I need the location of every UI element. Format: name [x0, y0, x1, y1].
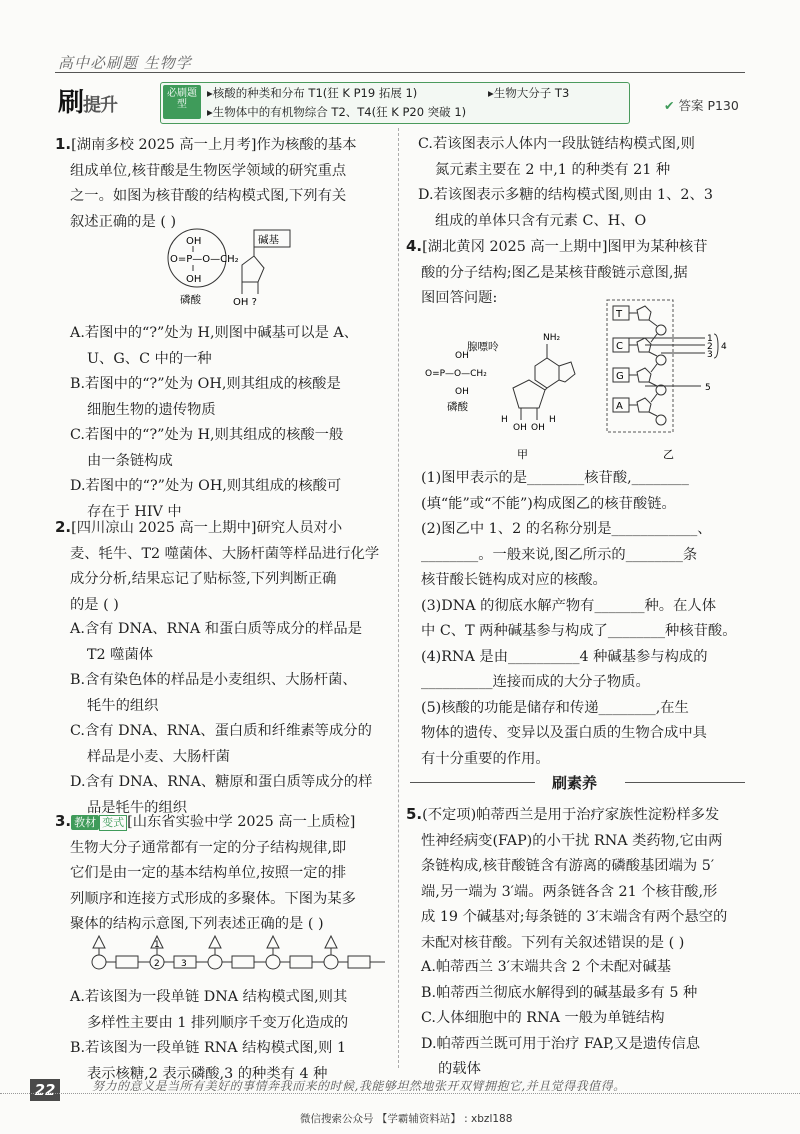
brand-label: [58, 82, 117, 119]
q1-options: [70, 321, 358, 525]
sub-question: (填“能”或“不能”)构成图乙的核苷酸链。: [421, 495, 676, 512]
ribose-ring: [513, 380, 545, 408]
section-header: [410, 772, 745, 794]
topic-tag: 必刷题型: [163, 85, 201, 119]
oh1: OH: [455, 351, 469, 361]
unit-triangle: [325, 936, 337, 948]
bond: [649, 352, 657, 356]
sub-question: 物体的遗传、变异以及蛋白质的生物合成中具: [421, 725, 707, 741]
base-label: 碱基: [258, 234, 279, 246]
brand-sub: 提升: [83, 95, 118, 116]
label-2: 2: [707, 342, 713, 352]
sub-question: (5)核酸的功能是储存和传递________,在生: [421, 699, 689, 716]
nucleotide-chain: [613, 306, 666, 425]
glycosidic-bond: [545, 388, 547, 390]
tag-variant: 变式: [99, 815, 127, 831]
book-title: 高中必刷题 生物学: [58, 54, 192, 72]
phosphate-label: 磷酸: [447, 401, 468, 413]
option: C.若该图表示人体内一段肽链结构模式图,则: [418, 136, 695, 152]
option: B.含有染色体的样品是小麦组织、大肠杆菌、: [70, 672, 357, 688]
bond: [649, 382, 657, 386]
option: B.若该图为一段单链 RNA 结构模式图,则 1: [70, 1040, 347, 1056]
question-line: 麦、牦牛、T2 噬菌体、大肠杆菌等样品进行化学: [70, 545, 380, 562]
question-line: [山东省实验中学 2025 高一上质检]: [127, 814, 356, 830]
unit-rect: [348, 956, 370, 968]
figure-yi: [605, 298, 745, 463]
h1: H: [501, 415, 508, 425]
question-line: 叙述正确的是 ( ): [70, 213, 177, 230]
unit-circle: [266, 955, 280, 969]
unit-rect: [290, 956, 312, 968]
question-number: 4.: [406, 237, 423, 255]
option: C.含有 DNA、RNA、蛋白质和纤维素等成分的: [70, 723, 372, 739]
sugar-4: [637, 398, 651, 412]
purine-five-ring: [559, 362, 575, 382]
question-line: 它们是由一定的基本结构单位,按照一定的排: [70, 865, 347, 881]
q5-options: [421, 955, 700, 1083]
option: 表示核糖,2 表示磷酸,3 的种类有 4 种: [87, 1065, 328, 1082]
option: C.若图中的“?”处为 H,则其组成的核酸一般: [70, 427, 344, 443]
question-3: [55, 809, 356, 938]
base-c: C: [616, 341, 623, 352]
sub-question: (1)图甲表示的是________核苷酸,________: [421, 470, 689, 486]
sub-question: 中 C、T 两种碱基参与构成了________种核苷酸。: [421, 623, 737, 639]
question-line: 成 19 个碱基对;每条链的 3′末端含有两个悬空的: [421, 909, 728, 925]
label-5: 5: [705, 383, 711, 393]
option: A.若图中的“?”处为 H,则图中碱基可以是 A、: [70, 325, 359, 341]
label-4: 4: [721, 342, 727, 352]
label-2: 2: [154, 959, 160, 969]
question-line: 酸的分子结构;图乙是某核苷酸链示意图,据: [421, 264, 688, 281]
purine-six-ring: [535, 358, 559, 388]
bond: [649, 412, 657, 416]
phosphate-1: [656, 325, 666, 335]
unit-triangle: [93, 936, 105, 948]
adenine-label: 腺嘌呤: [467, 341, 499, 353]
label-1: 1: [154, 940, 160, 950]
q2-options: [70, 617, 372, 821]
question-line: [四川凉山 2025 高一上期中]研究人员对小: [71, 520, 343, 536]
section-title: 刷素养: [552, 774, 598, 792]
option: B.若图中的“?”处为 OH,则其组成的核酸是: [70, 376, 341, 392]
unit-circle: [324, 955, 338, 969]
answer-text: 答案 P130: [678, 98, 739, 113]
label-yi: 乙: [663, 448, 674, 461]
phosphate-label: 磷酸: [180, 294, 201, 306]
nh2-label: NH₂: [543, 333, 561, 343]
option: A.帕蒂西兰 3′末端共含 2 个未配对碱基: [421, 959, 672, 975]
figure-jia: [425, 298, 605, 463]
question-line: 之一。如图为核苷酸的结构模式图,下列有关: [70, 188, 347, 204]
phosphate-2: [656, 355, 666, 365]
unit-circle: [92, 955, 106, 969]
section-rule-left: [410, 782, 535, 783]
question-number: 3.: [55, 812, 72, 830]
bond: [651, 364, 657, 372]
question-line: 未配对核苷酸。下列有关叙述错误的是 ( ): [421, 934, 685, 951]
option: 细胞生物的遗传物质: [87, 401, 216, 418]
sugar-1: [637, 306, 651, 320]
label-jia: 甲: [517, 448, 528, 461]
sugar-3: [637, 368, 651, 382]
oh4: OH: [531, 423, 545, 433]
tag-textbook: 教材: [71, 815, 99, 830]
option: 的载体: [438, 1061, 481, 1077]
option: 氮元素主要在 2 中,1 的种类有 21 种: [435, 161, 671, 178]
oh3: OH: [513, 423, 527, 433]
unit-circle: [208, 955, 222, 969]
topic-item: ▸生物大分子 T3: [488, 86, 570, 100]
footer-wechat: 微信搜索公众号 【学霸辅资料站】 : xbzl188: [300, 1113, 513, 1125]
oh-bottom-label: OH: [186, 274, 202, 285]
sub-question: 核苷酸长链构成对应的核酸。: [421, 572, 607, 588]
question-1: [55, 132, 357, 235]
question-line: 生物大分子通常都有一定的分子结构规律,即: [70, 839, 347, 856]
option: D.含有 DNA、RNA、糖原和蛋白质等成分的样: [70, 774, 373, 790]
option: D.若图中的“?”处为 OH,则其组成的核酸可: [70, 478, 342, 494]
question-2: [55, 515, 379, 618]
base-g: G: [616, 371, 624, 382]
footer-rule: [0, 1093, 800, 1094]
unit-triangle: [209, 936, 221, 948]
check-icon: ✔: [664, 98, 675, 113]
option: 牦牛的组织: [87, 697, 159, 714]
bond: [649, 320, 657, 326]
option: D.若该图表示多糖的结构模式图,则由 1、2、3: [418, 187, 713, 203]
phosphate-formula: O=P—O—CH₂: [170, 254, 239, 265]
bracket-4: [714, 334, 718, 358]
option: 存在于 HIV 中: [87, 503, 182, 520]
oh-q-label: OH ?: [233, 297, 257, 308]
option: 品是牦牛的组织: [87, 799, 188, 816]
sub-question: (3)DNA 的彻底水解产物有_______种。在人体: [421, 597, 716, 614]
base-a: A: [616, 401, 623, 412]
q3-options: [70, 985, 348, 1087]
question-line: 成分分析,结果忘记了贴标签,下列判断正确: [70, 571, 337, 587]
option: C.人体细胞中的 RNA 一般为单链结构: [421, 1010, 665, 1026]
base-t: T: [616, 309, 623, 320]
question-line: (不定项)帕蒂西兰是用于治疗家族性淀粉样多发: [422, 807, 720, 823]
question-line: 聚体的结构示意图,下列表述正确的是 ( ): [70, 916, 324, 932]
unit-triangle: [267, 936, 279, 948]
oh2: OH: [455, 387, 469, 397]
polymer-diagram: [85, 928, 390, 978]
question-number: 2.: [55, 518, 72, 536]
option: 多样性主要由 1 排列顺序千变万化造成的: [87, 1014, 349, 1031]
question-number: 1.: [55, 135, 72, 153]
column-divider: [398, 128, 399, 1068]
q4-subquestions: [421, 466, 737, 772]
option: U、G、C 中的一种: [87, 350, 212, 367]
option: D.帕蒂西兰既可用于治疗 FAP,又是遗传信息: [421, 1035, 701, 1052]
option: A.含有 DNA、RNA 和蛋白质等成分的样品是: [70, 621, 363, 637]
sub-question: (2)图乙中 1、2 的名称分别是____________、: [421, 521, 712, 537]
topic-item: ▸生物体中的有机物综合 T2、T4(狂 K P20 突破 1): [207, 105, 467, 119]
sub-question: ________。一般来说,图乙所示的________条: [421, 546, 698, 563]
topic-item: ▸核酸的种类和分布 T1(狂 K P19 拓展 1): [207, 86, 418, 100]
page-number: 22: [30, 1079, 60, 1101]
brand-main: 刷: [58, 88, 84, 118]
question-line: 条链构成,核苷酸链含有游离的磷酸基团端为 5′: [421, 858, 715, 874]
question-number: 5.: [406, 805, 423, 823]
nucleotide-diagram: [150, 228, 310, 310]
question-line: 的是 ( ): [70, 596, 119, 613]
label-1: 1: [707, 334, 713, 344]
option: 由一条链构成: [87, 452, 173, 469]
header-rule: [55, 72, 745, 73]
option: A.若该图为一段单链 DNA 结构模式图,则其: [70, 989, 348, 1005]
question-line: 端,另一端为 3′端。两条链各含 21 个核苷酸,形: [421, 883, 718, 900]
question-line: [湖南多校 2025 高一上月考]作为核酸的基本: [71, 137, 357, 153]
sub-question: (4)RNA 是由__________4 种碱基参与构成的: [421, 648, 708, 665]
option: 样品是小麦、大肠杆菌: [87, 748, 230, 765]
question-line: 组成单位,核苷酸是生物医学领域的研究重点: [70, 162, 347, 179]
option: 组成的单体只含有元素 C、H、O: [435, 212, 647, 229]
section-rule-right: [625, 782, 745, 783]
q3-options-cont: [418, 132, 713, 234]
option: B.帕蒂西兰彻底水解得到的碱基最多有 5 种: [421, 984, 698, 1001]
sub-question: 有十分重要的作用。: [421, 750, 550, 767]
footer-motto: 努力的意义是当所有美好的事情奔我而来的时候,我能够坦然地张开双臂拥抱它,并且觉得我值得。: [92, 1079, 626, 1093]
question-line: 图回答问题:: [421, 290, 498, 306]
answer-ref: [664, 96, 739, 114]
question-line: [湖北黄冈 2025 高一上期中]图甲为某种核苷: [422, 239, 708, 255]
phosphate-formula: O=P—O—CH₂: [425, 369, 487, 379]
bond: [651, 394, 657, 402]
sub-question: __________连接而成的大分子物质。: [421, 674, 650, 690]
question-line: 性神经病变(FAP)的小干扰 RNA 类药物,它由两: [421, 832, 723, 849]
unit-rect: [116, 956, 138, 968]
h2: H: [549, 415, 556, 425]
unit-rect: [232, 956, 254, 968]
question-line: 列顺序和连接方式形成的多聚体。下图为某多: [70, 890, 356, 907]
polymer-units: [92, 936, 370, 969]
phosphate-4: [656, 415, 666, 425]
oh-top-label: OH: [186, 236, 202, 247]
label-3: 3: [181, 959, 187, 969]
option: T2 噬菌体: [87, 646, 154, 663]
label-3: 3: [707, 350, 713, 360]
question-5: [406, 802, 727, 956]
sugar-ring: [242, 256, 264, 282]
